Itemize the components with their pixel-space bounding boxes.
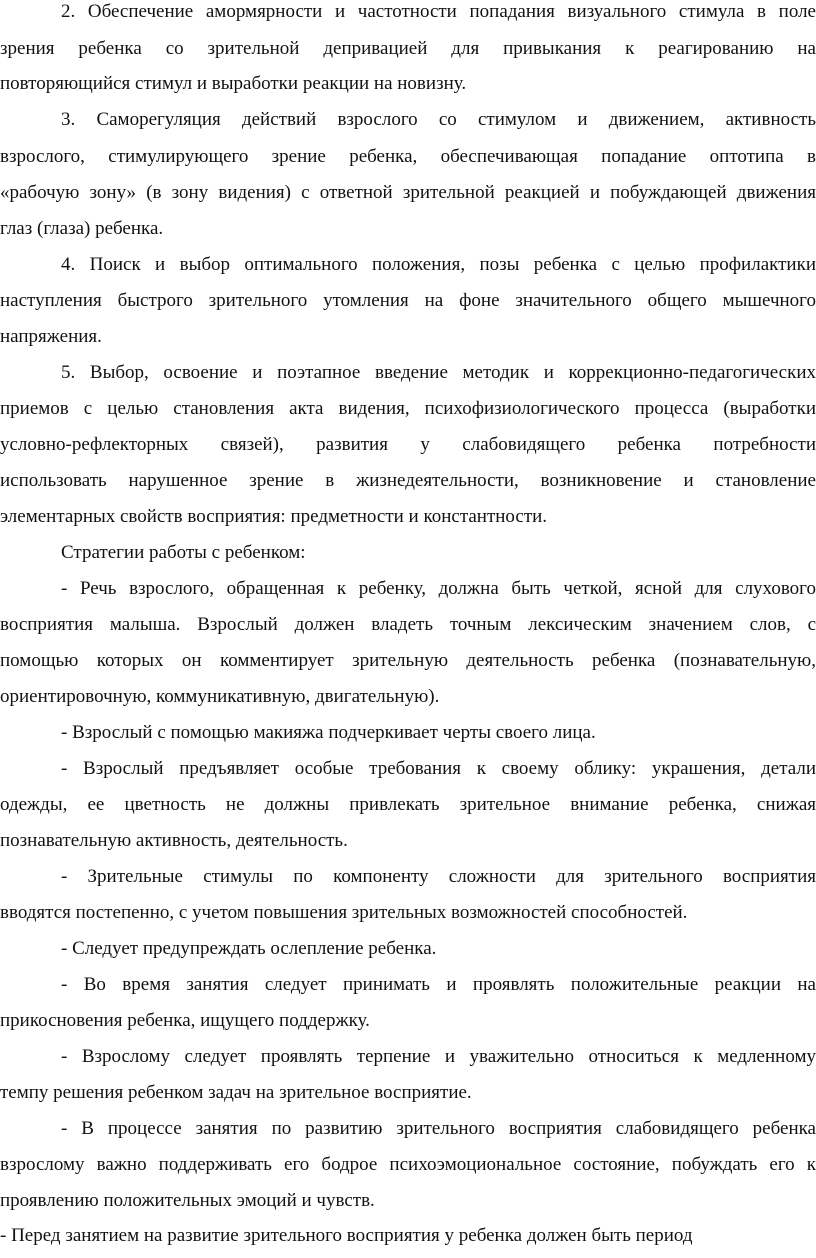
- text-line: проявлению положительных эмоций и чувств.: [0, 1190, 375, 1211]
- text-line: - Взрослый с помощью макияжа подчеркивает черты своего лица.: [61, 722, 596, 743]
- text-line: глаз (глаза) ребенка.: [0, 218, 164, 239]
- text-line: - Речь взрослого, обращенная к ребенку, должна быть четкой, ясной для слухового: [61, 578, 816, 599]
- text-line: помощью которых он комментирует зрительную деятельность ребенка (познавательную,: [0, 650, 816, 671]
- text-line: - Взрослый предъявляет особые требования к своему облику: украшения, детали: [61, 758, 816, 779]
- text-line: наступления быстрого зрительного утомления на фоне значительного общего мышечного: [0, 290, 816, 311]
- text-line: 2. Обеспечение амормярности и частотности попадания визуального стимула в поле: [61, 1, 816, 22]
- section-heading: Стратегии работы с ребенком:: [61, 542, 306, 563]
- text-line: вводятся постепенно, с учетом повышения зрительных возможностей способностей.: [0, 902, 688, 923]
- text-line: зрения ребенка со зрительной депривацией для привыкания к реагированию на: [0, 38, 816, 59]
- text-line: прикосновения ребенка, ищущего поддержку.: [0, 1010, 370, 1031]
- text-line: условно-рефлекторных связей), развития у слабовидящего ребенка потребности: [0, 434, 816, 455]
- text-line: - Следует предупреждать ослепление ребенка.: [61, 938, 437, 959]
- text-line: элементарных свойств восприятия: предметности и константности.: [0, 506, 548, 527]
- text-line: восприятия малыша. Взрослый должен владеть точным лексическим значением слов, с: [0, 614, 816, 635]
- text-line: ориентировочную, коммуникативную, двигательную).: [0, 686, 440, 707]
- text-line: взрослому важно поддерживать его бодрое психоэмоциональное состояние, побуждать его к: [0, 1154, 816, 1175]
- text-line: 5. Выбор, освоение и поэтапное введение методик и коррекционно-педагогических: [61, 362, 816, 383]
- text-line: темпу решения ребенком задач на зрительное восприятие.: [0, 1082, 472, 1103]
- text-line: повторяющийся стимул и выработки реакции на новизну.: [0, 73, 467, 94]
- text-line: - Зрительные стимулы по компоненту сложности для зрительного восприятия: [61, 866, 816, 887]
- text-line: использовать нарушенное зрение в жизнедеятельности, возникновение и становление: [0, 470, 816, 491]
- text-line: одежды, ее цветность не должны привлекать зрительное внимание ребенка, снижая: [0, 794, 816, 815]
- text-line: познавательную активность, деятельность.: [0, 830, 348, 851]
- text-line: взрослого, стимулирующего зрение ребенка, обеспечивающая попадание оптотипа в: [0, 146, 816, 167]
- text-line: - Перед занятием на развитие зрительного восприятия у ребенка должен быть период: [0, 1225, 693, 1246]
- text-line: напряжения.: [0, 326, 102, 347]
- text-line: 3. Саморегуляция действий взрослого со стимулом и движением, активность: [61, 109, 816, 130]
- text-line: приемов с целью становления акта видения, психофизиологического процесса (выработки: [0, 398, 816, 419]
- text-line: «рабочую зону» (в зону видения) с ответной зрительной реакцией и побуждающей движения: [0, 182, 816, 203]
- text-line: - В процессе занятия по развитию зрительного восприятия слабовидящего ребенка: [61, 1118, 816, 1139]
- text-line: - Взрослому следует проявлять терпение и уважительно относиться к медленному: [61, 1046, 816, 1067]
- text-line: - Во время занятия следует принимать и проявлять положительные реакции на: [61, 974, 816, 995]
- text-line: 4. Поиск и выбор оптимального положения, позы ребенка с целью профилактики: [61, 254, 816, 275]
